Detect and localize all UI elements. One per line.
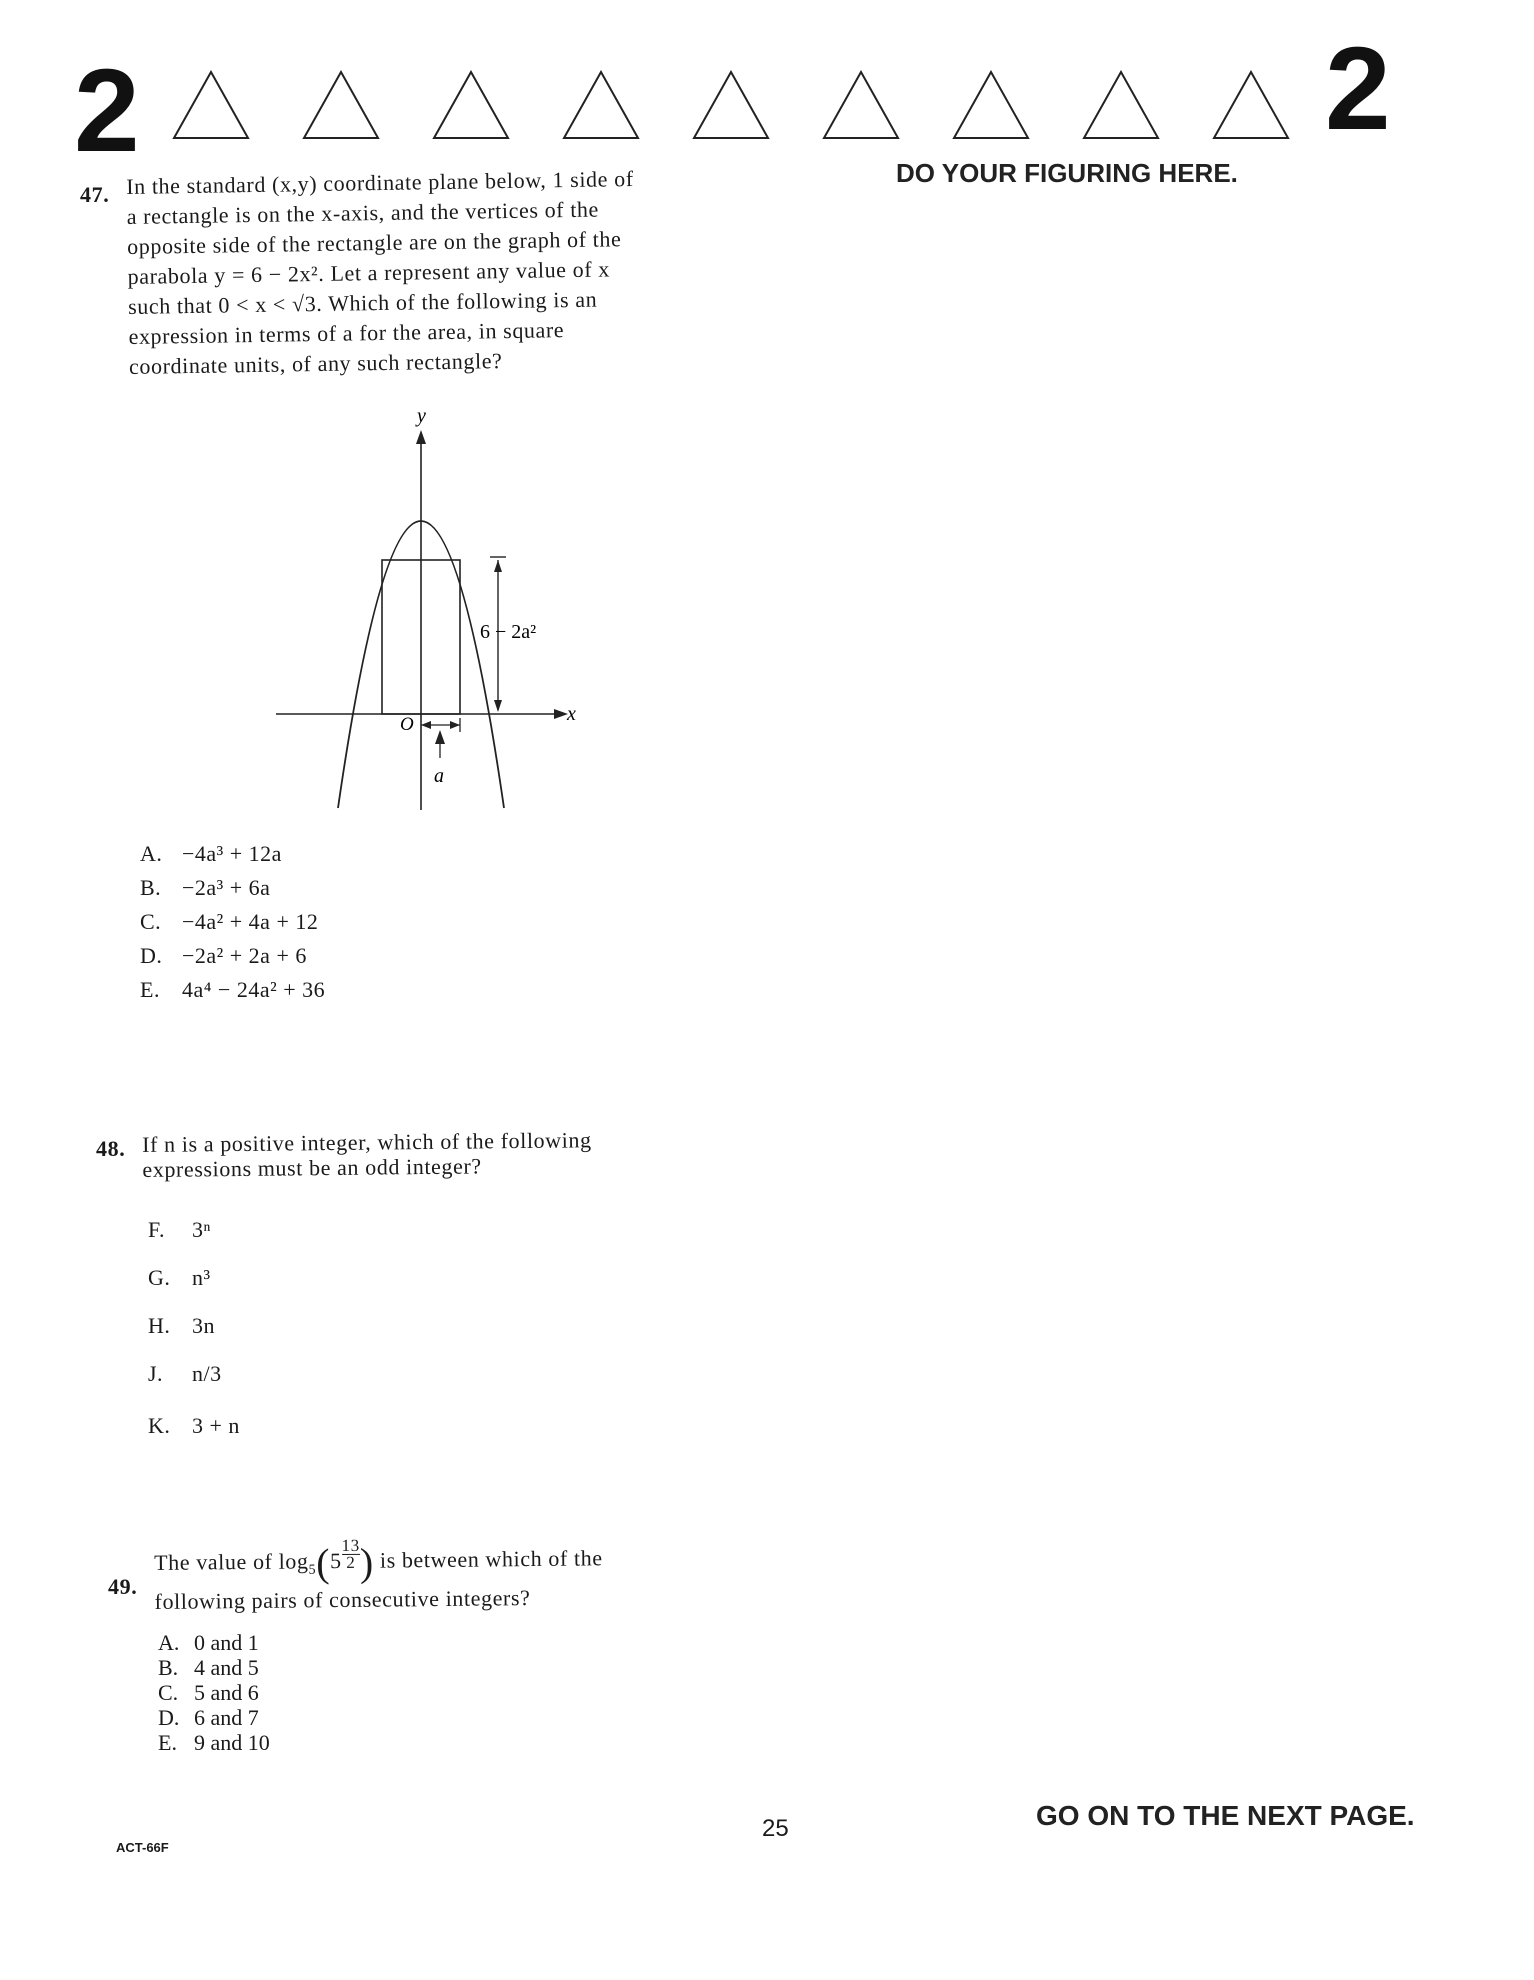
option-label: K.: [148, 1413, 171, 1438]
q48-option-f[interactable]: [148, 1218, 211, 1242]
option-text: n³: [192, 1265, 211, 1290]
option-text: 9 and 10: [194, 1730, 270, 1755]
q49-text-after: is between which of the: [373, 1545, 603, 1573]
power-base: 5: [329, 1548, 342, 1574]
page-number: 25: [762, 1815, 789, 1842]
q48-option-h[interactable]: [148, 1314, 215, 1338]
q47-line-2: a rectangle is on the x-axis, and the vertices of the: [126, 196, 600, 229]
q47-line-7: coordinate units, of any such rectangle?: [128, 348, 503, 379]
option-text: 3ⁿ: [192, 1217, 211, 1242]
q49-text-before: The value of: [154, 1548, 279, 1575]
option-text: −2a² + 2a + 6: [182, 943, 307, 968]
log-text: log: [278, 1548, 309, 1574]
q48-option-j[interactable]: [148, 1362, 222, 1386]
q49-option-e[interactable]: [158, 1730, 270, 1755]
exponent-numerator: 13: [341, 1535, 360, 1556]
option-text: 6 and 7: [194, 1705, 259, 1730]
exponent-denominator: 2: [346, 1552, 356, 1572]
section-number-right: 2: [1325, 23, 1391, 155]
triangle-icon: [172, 70, 250, 140]
option-label: A.: [140, 841, 163, 866]
option-text: −4a² + 4a + 12: [182, 909, 319, 934]
left-paren: (: [315, 1540, 331, 1586]
log-base: 5: [308, 1562, 317, 1578]
option-text: 4 and 5: [194, 1655, 259, 1680]
q49-option-d[interactable]: [158, 1705, 259, 1730]
y-axis-arrow: [416, 430, 426, 444]
option-text: 0 and 1: [194, 1630, 259, 1655]
triangle-icon: [1082, 70, 1160, 140]
option-label: B.: [140, 875, 162, 900]
option-text: 3n: [192, 1313, 215, 1338]
y-axis-label: y: [417, 405, 426, 427]
q49-line-2: following pairs of consecutive integers?: [154, 1585, 531, 1615]
option-label: C.: [140, 909, 162, 934]
triangle-icon: [1212, 70, 1290, 140]
exponent-fraction: [341, 1535, 360, 1572]
q49-line-1: [154, 1535, 603, 1587]
option-label: E.: [158, 1730, 177, 1755]
option-text: −4a³ + 12a: [182, 841, 282, 866]
q47-option-a[interactable]: [140, 842, 282, 866]
parabola-figure: [270, 400, 600, 820]
width-pointer-arrow: [435, 730, 445, 744]
q47-line-1: In the standard (x,y) coordinate plane below, 1 side of: [126, 166, 634, 199]
width-arrow-left: [421, 721, 431, 729]
height-arrow-bottom: [494, 700, 502, 712]
form-code: ACT-66F: [116, 1840, 169, 1855]
section-number-left: 2: [74, 45, 140, 177]
width-label: a: [434, 765, 444, 787]
next-page-note: GO ON TO THE NEXT PAGE.: [1036, 1800, 1415, 1831]
height-arrow-top: [494, 560, 502, 572]
q47-option-b[interactable]: [140, 876, 270, 900]
option-text: 4a⁴ − 24a² + 36: [182, 977, 326, 1002]
triangle-icon: [562, 70, 640, 140]
option-label: C.: [158, 1680, 179, 1705]
width-arrow-right: [450, 721, 460, 729]
q47-line-6: expression in terms of a for the area, in square: [128, 317, 565, 349]
x-axis-label: x: [567, 703, 576, 725]
q47-line-4: parabola y = 6 − 2x². Let a represent any value of x: [127, 256, 611, 289]
q49-option-b[interactable]: [158, 1655, 259, 1680]
option-text: 3 + n: [192, 1413, 240, 1438]
origin-label: O: [400, 714, 414, 735]
x-axis-arrow: [554, 709, 568, 719]
q47-line-3: opposite side of the rectangle are on the graph of the: [126, 226, 622, 259]
q48-line-2: expressions must be an odd integer?: [142, 1153, 482, 1182]
q47-option-e[interactable]: [140, 978, 325, 1002]
option-text: n/3: [192, 1361, 222, 1386]
option-label: H.: [148, 1313, 171, 1338]
question-stem: [126, 164, 637, 382]
q48-line-1: If n is a positive integer, which of the following: [142, 1127, 592, 1157]
option-label: F.: [148, 1217, 165, 1242]
q47-line-5: such that 0 < x < √3. Which of the following is an: [127, 286, 598, 319]
option-text: −2a³ + 6a: [182, 875, 271, 900]
option-label: B.: [158, 1655, 179, 1680]
q49-option-c[interactable]: [158, 1680, 259, 1705]
triangle-row: [172, 70, 1327, 150]
q47-option-d[interactable]: [140, 944, 307, 968]
option-text: 5 and 6: [194, 1680, 259, 1705]
question-text: [142, 1125, 592, 1185]
triangle-icon: [432, 70, 510, 140]
triangle-icon: [952, 70, 1030, 140]
question-number: 48.: [96, 1136, 126, 1161]
q49-option-a[interactable]: [158, 1630, 259, 1655]
option-label: A.: [158, 1630, 180, 1655]
triangle-icon: [692, 70, 770, 140]
q47-option-c[interactable]: [140, 910, 318, 934]
option-label: J.: [148, 1361, 164, 1386]
q48-option-g[interactable]: [148, 1266, 211, 1290]
option-label: D.: [158, 1705, 180, 1730]
question-text: [154, 1535, 603, 1617]
figuring-note: DO YOUR FIGURING HERE.: [896, 158, 1238, 188]
triangle-icon: [822, 70, 900, 140]
option-label: E.: [140, 977, 160, 1002]
question-number: 47.: [80, 182, 110, 207]
q48-option-k[interactable]: [148, 1414, 240, 1438]
triangle-icon: [302, 70, 380, 140]
question-text: [126, 166, 634, 382]
option-label: G.: [148, 1265, 171, 1290]
option-label: D.: [140, 943, 163, 968]
right-paren: ): [359, 1539, 375, 1585]
question-number: 49.: [108, 1574, 138, 1599]
height-label: 6 − 2a²: [480, 621, 537, 643]
